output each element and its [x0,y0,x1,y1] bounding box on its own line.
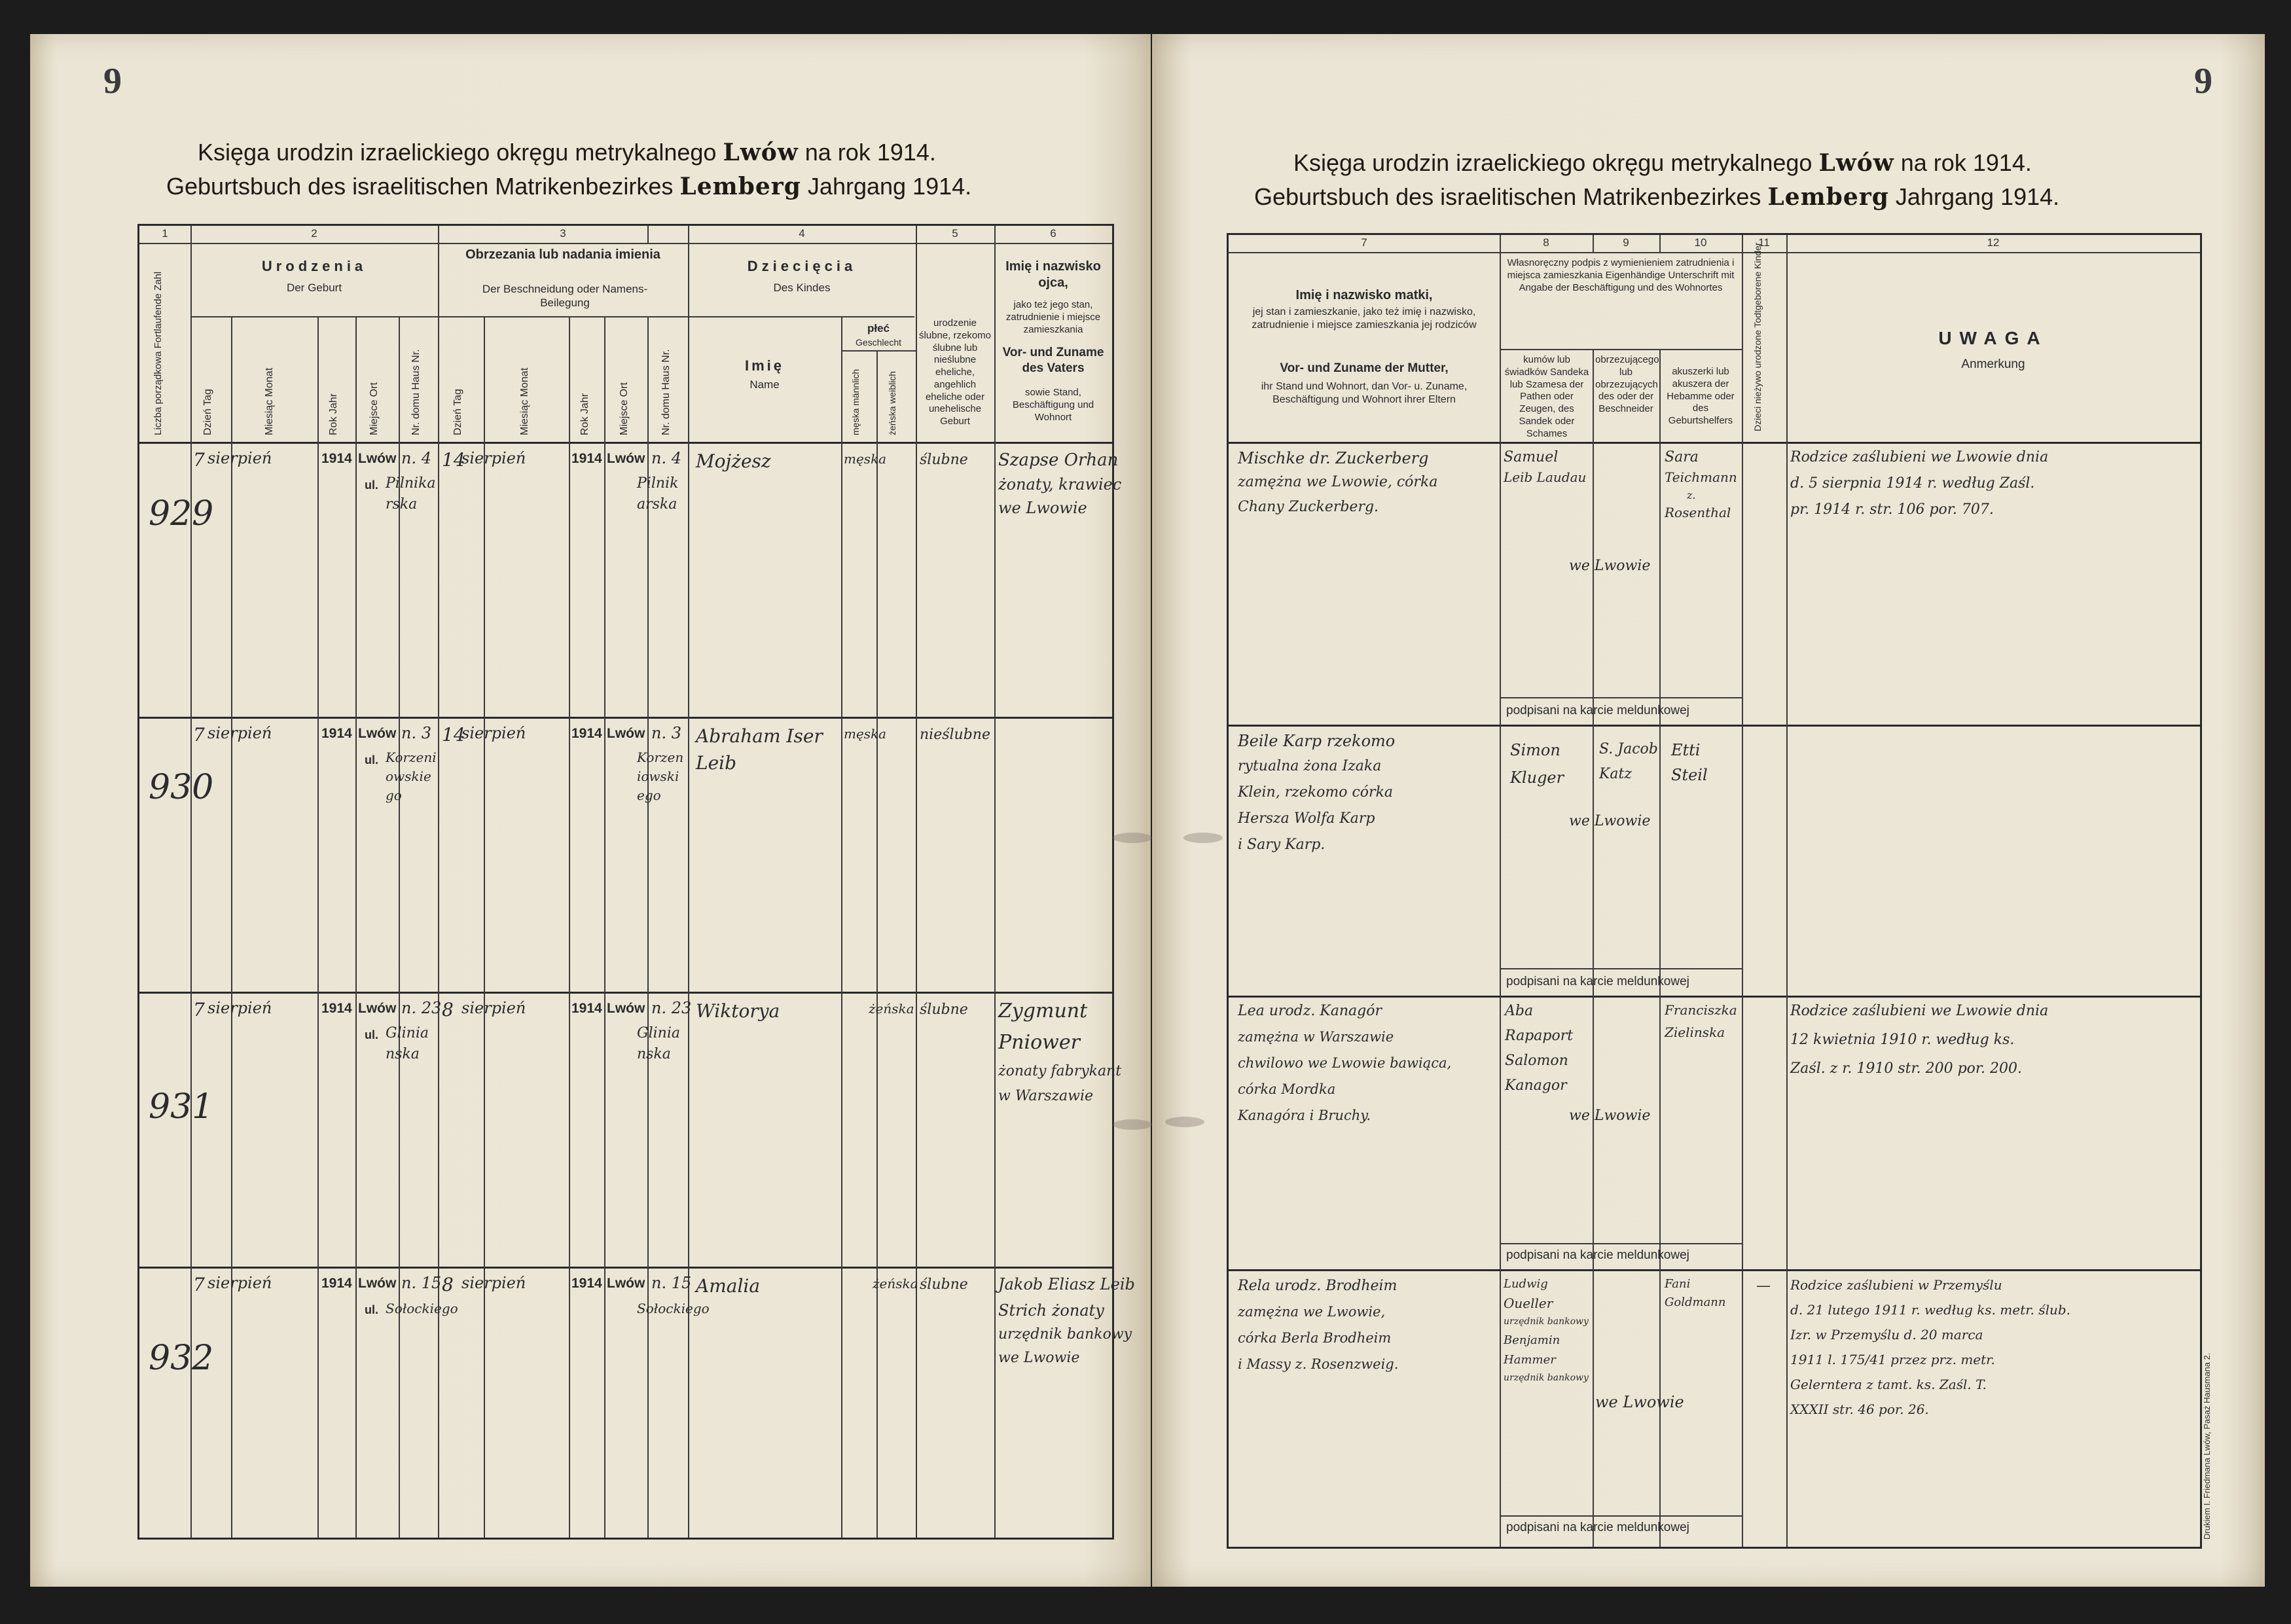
circ-year: 1914 [571,1276,602,1291]
header-circ-year: Rok Jahr [579,393,590,435]
circ-day: 8 [442,1274,454,1295]
birth-house: n. 23 [401,999,442,1017]
circ-street: Pilnikarska [637,475,679,513]
header-birth-month: Miesiąc Monat [264,367,275,435]
col-number-1: 1 [162,227,168,240]
circ-street: Korzeniowskiego [637,749,684,803]
mother-line-1: Lea urodz. Kanagór [1238,1003,1382,1019]
header-remarks-sub: Anmerkung [1961,357,2025,371]
street-prefix: ul. [365,753,378,767]
mother-line-4: Hersza Wolfa Karp [1238,810,1375,827]
witness-line-4: Kanagor [1505,1077,1567,1094]
header-col3-sub: Der Beschneidung oder Namens-Beilegung [482,283,648,310]
header-midwife: akuszerki lub akuszera der Hebamme oder des Geburtshelfers [1667,366,1735,426]
witness-line-1: Ludwig [1504,1277,1548,1291]
header-father-pl2: jako też jego stan, zatrudnienie i miejsce zamieszkania [1005,299,1101,335]
circ-month: sierpień [461,724,526,742]
circ-house: n. 3 [651,724,681,742]
birth-year: 1914 [321,726,352,741]
title-german-left: Geburtsbuch des israelitischen Matrikenbezirkes Lemberg Jahrgang 1914. [166,173,972,200]
header-circumciser: obrzezującego lub obrzezujących des oder der Beschneider [1595,354,1659,414]
header-sex-male: męska männlich [850,369,861,435]
sign-place: we Lwowie [1569,813,1651,829]
col-number-11: 11 [1758,236,1770,249]
witness-line-2: Rapaport [1505,1028,1574,1044]
street-prefix: ul. [365,1028,378,1041]
header-sex: płeć [867,322,890,334]
mother-line-5: Kanagóra i Bruchy. [1238,1108,1371,1123]
midwife-line-1: Etti [1671,741,1701,759]
header-mother-pl2: jej stan i zamieszkanie, jako też imię i nazwisko, zatrudnienie i miejsce zamieszkania jej rodziców [1252,306,1477,331]
circ-street: Sołockiego [637,1301,710,1316]
father-line-3: urzędnik bankowy [998,1326,1132,1343]
header-birth-place: Miejsce Ort [369,382,380,435]
mother-line-1: Mischke dr. Zuckerberg [1238,449,1429,467]
witness-line-2: Oueller [1504,1295,1553,1311]
header-col4-sub: Des Kindes [773,281,831,294]
col-number-2: 2 [311,227,317,240]
header-circ-month: Miesiąc Monat [519,367,530,435]
circ-house: n. 23 [651,999,692,1017]
header-child-name: Imię [744,357,785,374]
circ-day: 8 [442,999,454,1020]
mother-line-3: chwilowo we Lwowie bawiąca, [1238,1055,1452,1071]
page-number-left: 9 [103,61,122,101]
header-father-pl: Imię i nazwisko ojca, [1005,259,1101,290]
remark-line-1: Rodzice zaślubieni we Lwowie dnia [1790,1003,2049,1019]
birth-place: Lwów [358,1276,397,1291]
sign-place: we Lwowie [1595,1393,1684,1411]
entry-number: 931 [149,1087,214,1127]
header-remarks: UWAGA [1938,328,2048,348]
col-number-9: 9 [1623,236,1629,249]
header-col3-title: Obrzezania lub nadania imienia [465,247,660,262]
sign-place: we Lwowie [1569,1108,1651,1124]
binding-mark [1113,1119,1152,1130]
header-mother-de: Vor- und Zuname der Mutter, [1280,361,1449,375]
witness-line-2: Kluger [1510,768,1564,787]
col-number-10: 10 [1694,236,1707,249]
circ-day: 14 [442,724,465,746]
child-name: Wiktorya [696,1000,780,1022]
entry-number: 932 [149,1339,214,1378]
birth-place: Lwów [358,726,397,741]
remark-line-2: d. 21 lutego 1911 r. według ks. metr. ślub. [1790,1302,2071,1318]
street-prefix: ul. [365,1303,378,1316]
sign-place: we Lwowie [1569,558,1651,574]
remark-line-3: Izr. w Przemyślu d. 20 marca [1790,1327,1983,1343]
col-number-7: 7 [1361,236,1367,249]
witness-line-3: Salomon [1505,1053,1568,1069]
mother-line-5: i Sary Karp. [1238,837,1326,853]
birth-house: n. 3 [401,724,431,742]
title-german-right: Geburtsbuch des israelitischen Matrikenbezirkes Lemberg Jahrgang 1914. [1254,183,2060,211]
witness-line-3: urzędnik bankowy [1504,1316,1589,1327]
entry-number: 930 [149,768,214,807]
remark-line-2: 12 kwietnia 1910 r. według ks. [1790,1032,2015,1048]
witness-line-1: Samuel [1504,449,1559,465]
child-name: Mojżesz [696,450,771,472]
header-legitimacy: urodzenie ślubne, rzekomo ślubne lub nieślubne eheliche, angehlich eheliche oder unehelische Geburt [918,317,992,427]
father-line-2: Pniower [998,1031,1080,1054]
birth-year: 1914 [321,1276,352,1291]
mother-line-1: Beile Karp rzekomo [1238,732,1396,750]
header-col2-sub: Der Geburt [286,281,342,294]
midwife-line-4: Rosenthal [1665,505,1731,520]
father-line-4: w Warszawie [998,1088,1094,1104]
birth-day: 7 [193,449,205,471]
midwife-line-2: Zielinska [1665,1024,1725,1040]
remark-line-1: Rodzice zaślubieni w Przemyślu [1790,1277,2002,1293]
birth-year: 1914 [321,451,352,466]
witness-line-2: Leib Laudau [1504,469,1587,485]
header-father-de2: sowie Stand, Beschäftigung und Wohnort [1012,387,1094,423]
header-witnesses: kumów lub świadków Sandeka lub Szamesa der Pathen oder Zeugen, des Sandek oder Schames [1504,354,1589,439]
header-birth-year: Rok Jahr [328,393,339,435]
header-stillborn: Dzieci nieżywo urodzone Todtgeborene Kinder [1752,242,1763,431]
circ-month: sierpień [461,999,526,1017]
header-birth-day: Dzień Tag [202,389,213,435]
remark-line-4: 1911 l. 175/41 przez prz. metr. [1790,1352,1995,1367]
page-number-right: 9 [2194,61,2212,101]
remark-line-2: d. 5 sierpnia 1914 r. według Zaśl. [1790,475,2035,492]
legitimacy: ślubne [920,452,968,468]
witness-line-5: Hammer [1504,1353,1556,1367]
father-line-2: żonaty, krawiec [998,475,1122,494]
col-number-4: 4 [799,227,805,240]
birth-year: 1914 [321,1001,352,1016]
mother-line-2: zamężna we Lwowie, [1238,1304,1386,1320]
birth-month: sierpień [207,1274,272,1292]
circ-house: n. 15 [651,1274,692,1292]
header-circ-house: Nr. domu Haus Nr. [660,349,672,435]
header-sex-female: żeńska weiblich [887,370,897,435]
child-name: Abraham Iser Leib [696,725,823,774]
col-number-5: 5 [952,227,958,240]
mother-line-2: zamężna we Lwowie, córka [1238,474,1438,490]
witness-line-1: Aba [1505,1003,1534,1019]
mother-line-1: Rela urodz. Brodheim [1238,1278,1398,1294]
witness-line-1: Simon [1510,741,1560,759]
header-mother-de2: ihr Stand und Wohnort, dan Vor- u. Zuname, Beschäftigung und Wohnort ihrer Eltern [1261,381,1468,405]
father-line-1: Zygmunt [998,1000,1088,1022]
circ-place: Lwów [607,1001,645,1016]
header-mother-pl: Imię i nazwisko matki, [1295,288,1433,302]
sex-male: męska [844,726,887,742]
sex-male: męska [844,451,887,467]
midwife-line-3: z. [1687,489,1696,501]
circ-place: Lwów [607,726,645,741]
birth-street: Sołockiego [386,1301,458,1316]
circ-place: Lwów [607,451,645,466]
birth-place: Lwów [358,451,397,466]
child-name: Amalia [696,1275,761,1297]
header-signatures: Własnoręczny podpis z wymienieniem zatrudnienia i miejsca zamieszkania Eigenhändige Unterschrift mit Angabe der Beschäftigung und des Wohnortes [1507,257,1735,293]
legitimacy: nieślubne [920,727,990,743]
midwife-line-2: Teichmann [1665,469,1737,485]
midwife-line-1: Sara [1665,449,1699,465]
father-line-3: żonaty fabrykant [998,1063,1122,1079]
mother-line-2: zamężna w Warszawie [1238,1029,1394,1045]
father-line-1: Szapse Orhan [998,450,1119,470]
circ-house: n. 4 [651,449,681,467]
col-number-8: 8 [1543,236,1549,249]
father-line-1: Jakob Eliasz Leib [998,1275,1135,1293]
register-table-left [137,224,1135,1540]
printer-imprint: Drukiem I. Friedmana Lwów, Pasaż Hausmana 2. [2202,1352,2212,1540]
title-polish-left: Księga urodzin izraelickiego okręgu metrykalnego Lwów na rok 1914. [198,139,936,166]
header-father-de: Vor- und Zuname des Vaters [1002,346,1104,375]
header-birth-house: Nr. domu Haus Nr. [410,349,422,435]
stillborn-mark: — [1756,1278,1771,1294]
birth-street: Pilnikarska [386,475,436,513]
remark-line-3: Zaśl. z r. 1910 str. 200 por. 200. [1790,1060,2022,1077]
remark-line-6: XXXII str. 46 por. 26. [1790,1401,1929,1417]
remark-line-5: Gelerntera z tamt. ks. Zaśl. T. [1790,1377,1987,1392]
father-line-2: Strich żonaty [998,1301,1104,1320]
birth-day: 7 [193,724,205,746]
remark-line-3: pr. 1914 r. str. 106 por. 707. [1790,501,1994,518]
midwife-line-1: Fani [1665,1277,1691,1291]
col-number-6: 6 [1050,227,1056,240]
header-col4-title: Dziecięcia [747,258,857,274]
circ-year: 1914 [571,451,602,466]
circ-year: 1914 [571,726,602,741]
title-polish-right: Księga urodzin izraelickiego okręgu metrykalnego Lwów na rok 1914. [1293,149,2032,177]
right-page [1152,34,2265,1587]
header-col2-title: Urodzenia [261,258,367,274]
father-line-4: we Lwowie [998,1350,1080,1366]
birth-day: 7 [193,1274,205,1295]
circ-place: Lwów [607,1276,645,1291]
street-prefix: ul. [365,478,378,492]
header-circ-place: Miejsce Ort [619,382,630,435]
birth-month: sierpień [207,449,272,467]
mother-line-3: Chany Zuckerberg. [1238,499,1379,515]
birth-house: n. 4 [401,449,431,467]
birth-street: Korzeniowskiego [386,749,437,803]
circ-day: 14 [442,449,465,471]
witness-line-4: Benjamin [1504,1333,1560,1347]
witness-line-6: urzędnik bankowy [1504,1373,1589,1383]
circ-street: Glinianska [637,1025,680,1062]
binding-mark [1113,833,1152,843]
podpisani-note: podpisani na karcie meldunkowej [1506,704,1689,717]
podpisani-note: podpisani na karcie meldunkowej [1506,1521,1689,1534]
header-child-name-de: Name [749,378,780,391]
left-page [30,34,1151,1587]
podpisani-note: podpisani na karcie meldunkowej [1506,1248,1689,1262]
podpisani-note: podpisani na karcie meldunkowej [1506,975,1689,988]
mother-line-4: córka Mordka [1238,1081,1336,1097]
birth-house: n. 15 [401,1274,442,1292]
circumciser-line-2: Katz [1599,766,1632,782]
birth-month: sierpień [207,724,272,742]
mother-line-3: Klein, rzekomo córka [1238,784,1394,801]
father-line-3: we Lwowie [998,499,1087,517]
legitimacy: ślubne [920,1276,968,1293]
header-circ-day: Dzień Tag [452,389,463,435]
circumciser-line-1: S. Jacob [1599,741,1658,757]
register-table-right [1227,233,2202,1549]
binding-mark [1183,833,1223,843]
mother-line-4: i Massy z. Rosenzweig. [1238,1356,1399,1372]
midwife-line-2: Steil [1671,766,1708,784]
midwife-line-2: Goldmann [1665,1295,1726,1309]
birth-month: sierpień [207,999,272,1017]
col-number-12: 12 [1987,236,2000,249]
remark-line-1: Rodzice zaślubieni we Lwowie dnia [1790,449,2049,465]
circ-year: 1914 [571,1001,602,1016]
mother-line-2: rytualna żona Izaka [1238,758,1382,774]
header-col1: Liczba porządkowa Fortlaufende Zahl [153,271,164,435]
circ-month: sierpień [461,1274,526,1292]
sex-female: żeńska [873,1276,918,1291]
birth-day: 7 [193,999,205,1020]
header-sex-de: Geschlecht [855,337,902,348]
legitimacy: ślubne [920,1001,968,1018]
sex-female: żeńska [869,1001,914,1017]
midwife-line-1: Franciszka [1665,1002,1737,1018]
col-number-3: 3 [560,227,566,240]
mother-line-3: córka Berla Brodheim [1238,1330,1392,1346]
birth-street: Glinianska [386,1025,429,1062]
birth-place: Lwów [358,1001,397,1016]
circ-month: sierpień [461,449,526,467]
binding-mark [1165,1117,1204,1127]
entry-number: 929 [149,494,214,533]
